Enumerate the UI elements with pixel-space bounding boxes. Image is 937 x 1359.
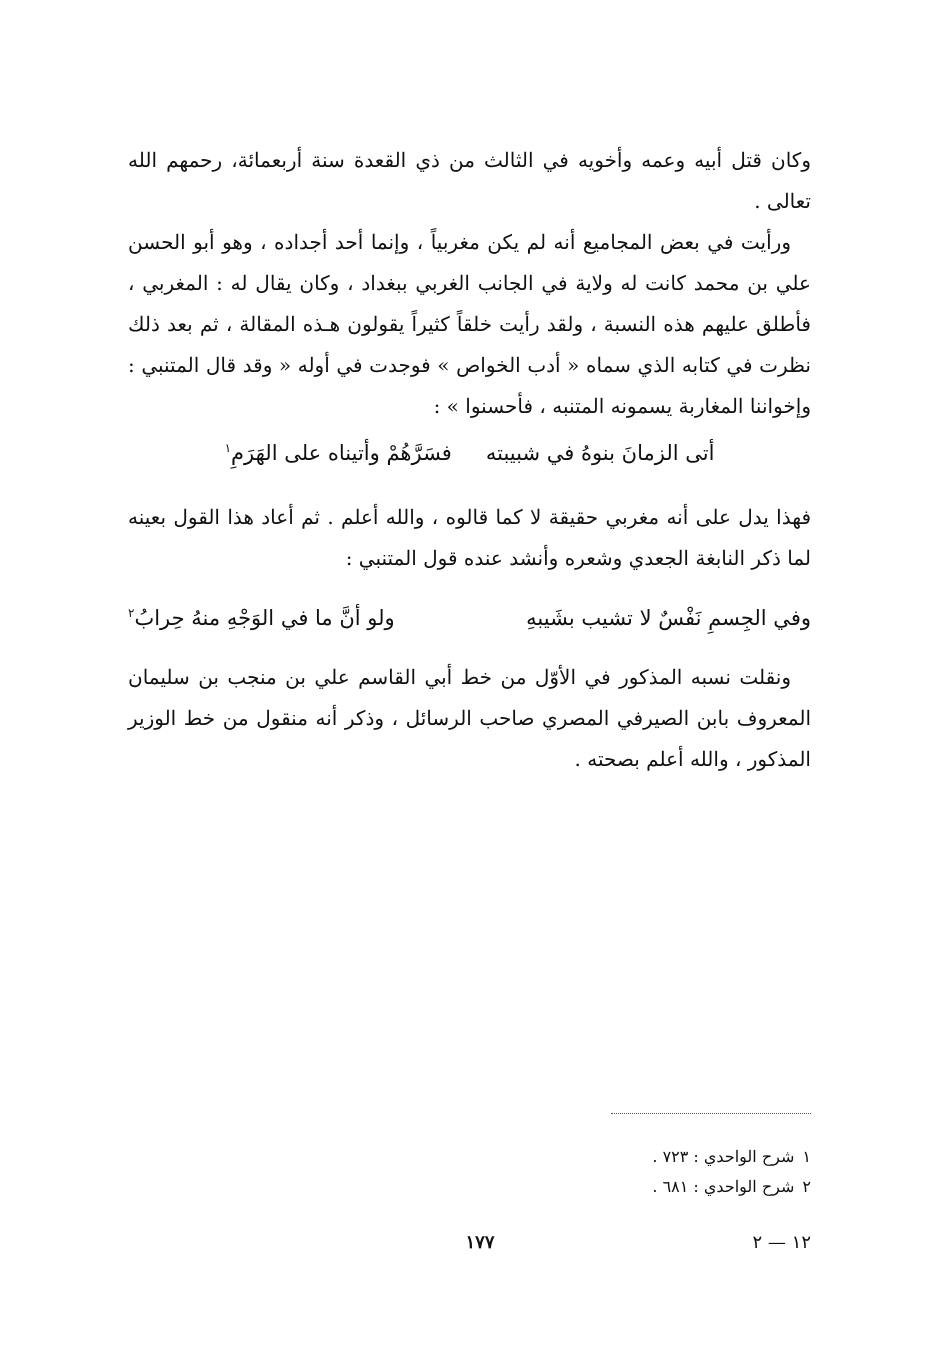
footnote-ref-2: ٢ bbox=[128, 606, 135, 620]
footnote-1: ١شرح الواحدي : ٧٢٣ . bbox=[652, 1147, 811, 1166]
main-text-top bbox=[128, 140, 811, 427]
paragraph-4: ونقلت نسبه المذكور في الأوّل من خط أبي القاسم علي بن منجب بن سليمان المعروف بابن الصيرفي المصري صاحب الرسائل ، وذكر أنه منقول من خط الوزير المذكور ، والله أعلم بصحته . bbox=[128, 665, 811, 771]
paragraph-2: ورأيت في بعض المجاميع أنه لم يكن مغربياً ، وإنما أحد أجداده ، وهو أبو الحسن علي بن محمد كانت له ولاية في الجانب الغربي ببغداد ، وكان يقال له : المغربي ، فأطلق عليهم هذه النسبة ، ولقد رأيت خلقاً كثيراً يقولون هـذه المقالة ، ثم بعد ذلك نظرت في كتابه الذي سماه « أدب الخواص » فوجدت في أوله « وقد قال المتنبي : وإخواننا المغاربة يسمونه المتنبه ، فأحسنوا » : bbox=[128, 230, 811, 418]
footnote-ref-1: ١ bbox=[224, 441, 232, 455]
verse-1-first-hemistich: أتى الزمانَ بنوهُ في شبيبته bbox=[485, 441, 715, 465]
paragraph-1: وكان قتل أبيه وعمه وأخويه في الثالث من ذي القعدة سنة أربعمائة، رحمهم الله تعالى . bbox=[128, 148, 811, 213]
verse-1-second-hemistich: فسَرَّهُمْ وأتيناه على الهَرَمِ$^١$ bbox=[224, 441, 452, 465]
footnotes bbox=[560, 1142, 811, 1202]
page-number: ١٧٧ bbox=[465, 1232, 495, 1253]
verse-2-first-hemistich: وفي الجِسمِ نَفْسٌ لا تشيب بشَيبهِ bbox=[526, 606, 811, 630]
footnote-2: ٢شرح الواحدي : ٦٨١ . bbox=[652, 1177, 811, 1196]
verse-2 bbox=[128, 603, 811, 633]
footnote-separator bbox=[611, 1113, 811, 1114]
verse-1 bbox=[128, 438, 811, 468]
verse-2-second-hemistich: ولو أنَّ ما في الوَجْهِ منهُ حِرابُ$^٢$ bbox=[128, 606, 395, 630]
main-text-middle bbox=[128, 497, 811, 579]
paragraph-3: فهذا يدل على أنه مغربي حقيقة لا كما قالوه ، والله أعلم . ثم أعاد هذا القول بعينه لما ذكر النابغة الجعدي وشعره وأنشد عنده قول المتنبي : bbox=[128, 505, 811, 570]
main-text-bottom bbox=[128, 657, 811, 780]
printer-signature: ١٢ — ٢ bbox=[752, 1232, 811, 1253]
